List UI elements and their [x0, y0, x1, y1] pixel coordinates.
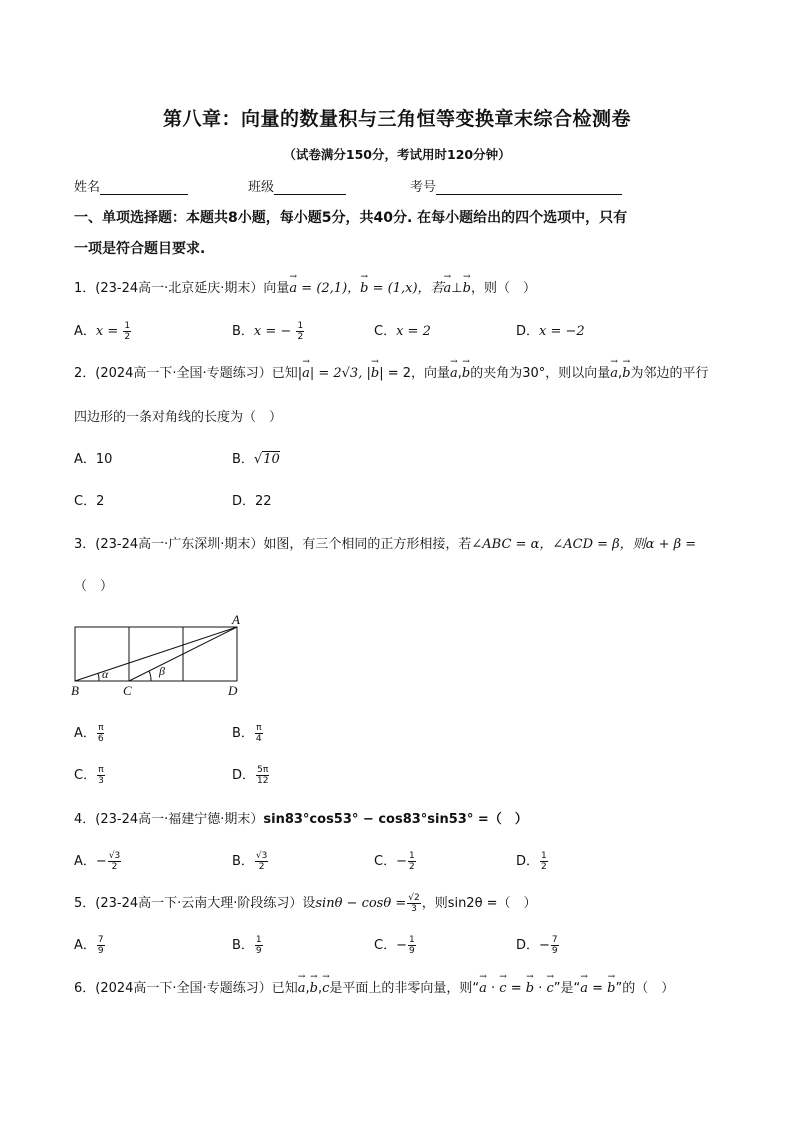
- q3-option-d[interactable]: D． $\frac{5\pi}{12}$: [232, 765, 269, 786]
- question-2: 2．(2024高一下·全国·专题练习）已知|→ a| = 2√3, |→ b| = 2，向量→ a,→ b的夹角为30°，则以向量→ a,→ b为邻边的平行: [74, 362, 709, 381]
- q4-option-c[interactable]: C．− $\frac{1}{2}$: [374, 851, 415, 872]
- question-3-line2: （ ）: [74, 579, 114, 594]
- q1-option-d[interactable]: D．x = −2: [516, 324, 585, 339]
- exam-no-field: [410, 176, 622, 195]
- label-d: D: [228, 683, 238, 698]
- angle-beta-arc: [149, 671, 151, 681]
- q1-option-b[interactable]: B．x = − $\frac{1}{2}$: [232, 321, 304, 342]
- question-1: 1．(23-24高一·北京延庆·期末）向量→ a = (2,1)，→ b = (1,x)，若→ a⊥→ b，则（ ）: [74, 277, 536, 296]
- question-3: 3．(23-24高一·广东深圳·期末）如图，有三个相同的正方形相接，若∠ABC = α，∠ACD = β，则α + β =: [74, 537, 697, 552]
- class-field: [248, 176, 346, 195]
- section-heading-line1: 一、单项选择题：本题共8小题，每小题5分，共40分. 在每小题给出的四个选项中，只有: [74, 210, 628, 226]
- question-6: 6．(2024高一下·全国·专题练习）已知→ a,→ b,→ c是平面上的非零向量，则“→ a · → c = → b · → c”是“→ a = → b”的（ ）: [74, 977, 674, 996]
- label-c: C: [123, 683, 132, 698]
- section-heading-line2: 一项是符合题目要求.: [74, 241, 206, 257]
- q1-option-a[interactable]: A．x = $\frac{1}{2}$: [74, 321, 131, 342]
- three-squares-figure: [66, 612, 256, 700]
- q3-option-c[interactable]: C． $\frac{\pi}{3}$: [74, 765, 104, 786]
- label-beta: β: [159, 664, 165, 678]
- line-ba: [75, 627, 237, 681]
- question-5: 5．(23-24高一下·云南大理·阶段练习）设sinθ − cosθ = $\frac{√2}{3}$ ，则sin2θ =（ ）: [74, 893, 537, 914]
- q4-option-d[interactable]: D． $\frac{1}{2}$: [516, 851, 547, 872]
- q2-option-c[interactable]: C．2: [74, 494, 105, 509]
- name-field: [74, 176, 188, 195]
- q2-option-a[interactable]: A．10: [74, 452, 113, 467]
- question-2-line2: 四边形的一条对角线的长度为（ ）: [74, 410, 283, 425]
- exam-subtitle: （试卷满分150分，考试用时120分钟）: [283, 147, 511, 162]
- q5-option-c[interactable]: C．− $\frac{1}{9}$: [374, 935, 415, 956]
- class-blank: [274, 180, 346, 195]
- question-4: 4．(23-24高一·福建宁德·期末）sin83°cos53° − cos83°sin53° =（ ）: [74, 812, 528, 827]
- exam-no-blank: [436, 180, 622, 195]
- q3-option-a[interactable]: A． $\frac{\pi}{6}$: [74, 723, 104, 744]
- label-alpha: α: [102, 667, 109, 681]
- q1-option-c[interactable]: C．x = 2: [374, 324, 431, 339]
- page-title: 第八章：向量的数量积与三角恒等变换章末综合检测卷: [162, 108, 631, 130]
- name-label: 姓名: [74, 180, 101, 195]
- q5-option-b[interactable]: B． $\frac{1}{9}$: [232, 935, 262, 956]
- q3-option-b[interactable]: B． $\frac{\pi}{4}$: [232, 723, 262, 744]
- q5-option-a[interactable]: A． $\frac{7}{9}$: [74, 935, 104, 956]
- class-label: 班级: [248, 180, 275, 195]
- q4-option-a[interactable]: A．− $\frac{√3}{2}$: [74, 851, 121, 872]
- q2-option-b[interactable]: B．√10: [232, 452, 280, 467]
- q4-option-b[interactable]: B． $\frac{√3}{2}$: [232, 851, 268, 872]
- exam-no-label: 考号: [410, 180, 437, 195]
- name-blank: [100, 180, 188, 195]
- angle-alpha-arc: [98, 673, 99, 681]
- q2-option-d[interactable]: D．22: [232, 494, 272, 509]
- q5-option-d[interactable]: D．− $\frac{7}{9}$: [516, 935, 558, 956]
- label-b: B: [71, 683, 79, 698]
- label-a: A: [232, 612, 240, 627]
